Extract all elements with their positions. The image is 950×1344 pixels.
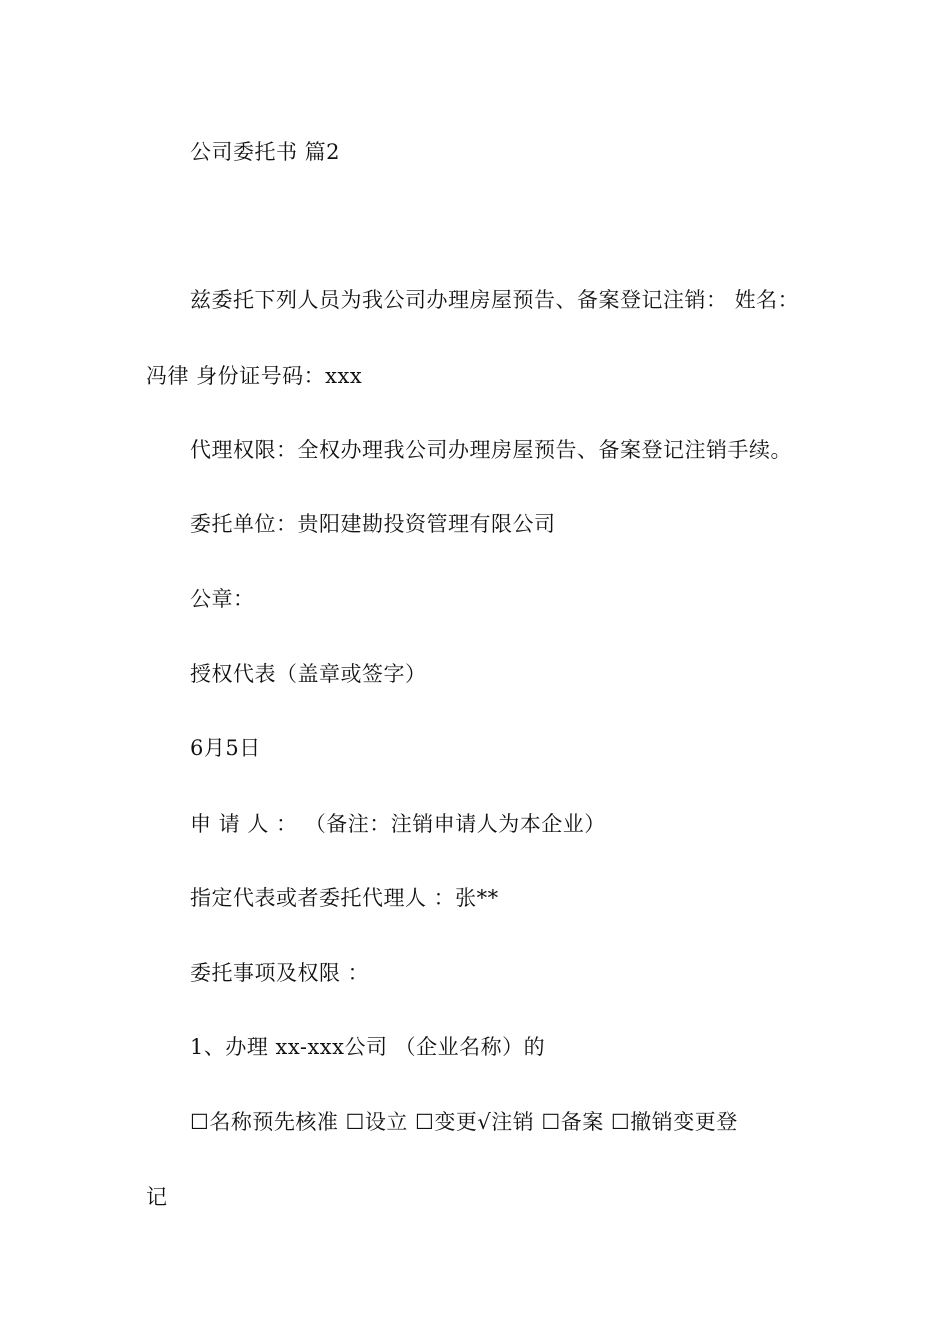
paragraph-official-seal: 公章： bbox=[190, 587, 255, 611]
paragraph-agent-identity: 冯律 身份证号码：xxx bbox=[146, 364, 363, 388]
paragraph-registration-options-continued: 记 bbox=[146, 1185, 168, 1209]
paragraph-registration-options: ☐名称预先核准 ☐设立 ☐变更√注销 ☐备案 ☐撤销变更登 bbox=[190, 1110, 738, 1134]
paragraph-authorized-representative: 授权代表（盖章或签字） bbox=[190, 662, 427, 686]
paragraph-designated-agent: 指定代表或者委托代理人 ：张** bbox=[190, 886, 499, 910]
paragraph-entrusting-unit: 委托单位：贵阳建勘投资管理有限公司 bbox=[190, 512, 556, 536]
document-title: 公司委托书 篇2 bbox=[190, 140, 341, 164]
paragraph-entrusted-matters: 委托事项及权限 ： bbox=[190, 961, 370, 985]
paragraph-applicant: 申 请 人 ： （备注：注销申请人为本企业） bbox=[190, 812, 606, 836]
paragraph-item-1: 1、办理 xx-xxx公司 （企业名称）的 bbox=[190, 1035, 546, 1059]
paragraph-entrust-statement: 兹委托下列人员为我公司办理房屋预告、备案登记注销： 姓名： bbox=[190, 288, 800, 312]
paragraph-authority: 代理权限：全权办理我公司办理房屋预告、备案登记注销手续。 bbox=[190, 438, 792, 462]
paragraph-date: 6月5日 bbox=[190, 736, 261, 760]
